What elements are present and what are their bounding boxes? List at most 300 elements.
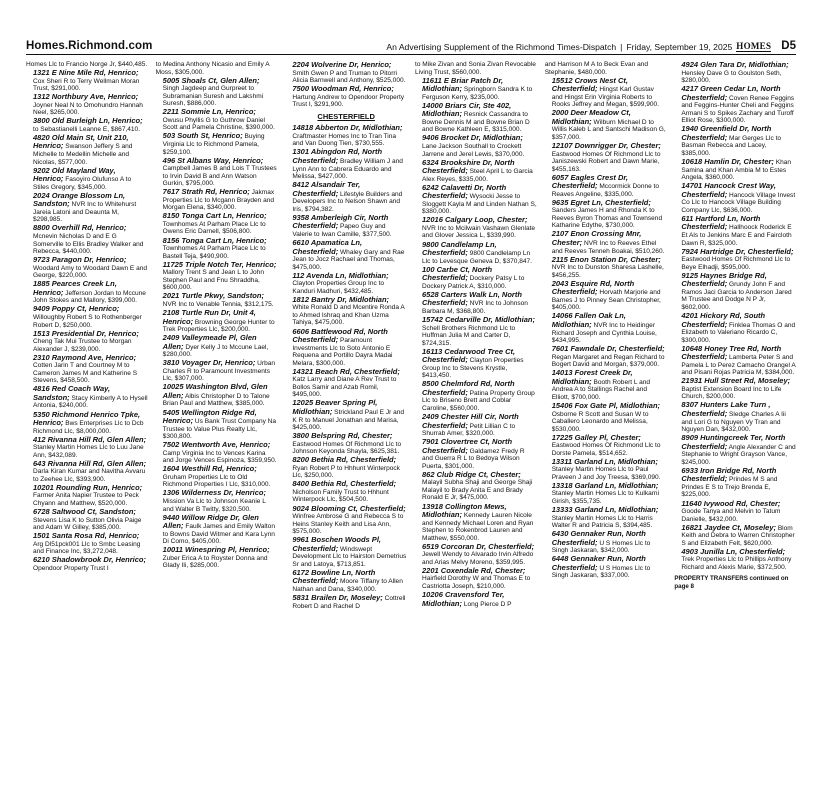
transfer-details: Osborne R Scott and Susan W to Caballero Leonardo and Melissa, $530,000. [551, 410, 649, 433]
property-address: 2108 Turtle Run Dr, Unit 4, Henrico; [162, 307, 256, 326]
transfer-entry [26, 532, 148, 556]
property-address: 10201 Rounding Run, Henrico; [33, 482, 143, 492]
column-3 [285, 61, 407, 781]
transfer-entry [156, 188, 278, 212]
transfer-details: Whaley Gary and Rae Jean to Jocz Rachael and Thomas, $475,000. [292, 248, 405, 271]
property-address: 14066 Fallen Oak Ln, Midlothian; [551, 311, 626, 329]
transfer-details: Blom Keith and Debra to Warren Christopher S and Elizabeth Felt, $620,000. [681, 524, 795, 547]
transfer-entry [415, 77, 537, 102]
transfer-details: Schell Brothers Richmond Llc to Huffman Julia M and Carter D, $724,315. [422, 324, 516, 347]
transfer-details: NVR Inc to Reeves Ethel and Reeves Tenneh Boakai, $510,260. [551, 240, 665, 255]
property-address: 2409 Valleymeade Pl, Glen Allen; [162, 333, 257, 351]
property-address: 3800 Belspring Rd, Chester; [292, 431, 393, 441]
transfer-entry [26, 508, 148, 532]
transfer-entry [26, 167, 148, 192]
property-address: 13311 Garland Ln, Midlothian; [551, 456, 658, 466]
transfer-entry [545, 280, 667, 312]
property-address: 7502 Wentworth Ave, Henrico; [162, 440, 271, 450]
property-address: 12016 Calgary Loop, Chester; [422, 215, 528, 225]
transfer-entry [156, 383, 278, 408]
property-address: 3800 Old Burleigh Ln, Henrico; [33, 116, 143, 126]
property-address: 6057 Eagles Crest Dr, Chesterfield; [551, 172, 628, 191]
transfer-details: Homes Llc to Francio Norge Jr, $440,485. [26, 61, 148, 68]
property-address: 4816 Red Coach Way, Sandston; [33, 384, 111, 402]
transfer-details: Zuber Erica A to Royster Donna and Glady Ili, $285,000. [162, 554, 268, 570]
transfer-details: Cox Sheri R to Terry Wellman Moran Trust, $291,000. [33, 77, 140, 93]
transfer-details: Coven Renee Feggins and Feggins-Hunter Cheli and Feggins Armani S to Spikes Zachary and Turoff Elliot Rose, $300,000. [681, 94, 795, 125]
transfer-details: Trek Properties Llc to Phillips Anthony Richard and Alexis Marie, $372,500. [681, 556, 792, 571]
transfer-details: Swanson Jeffery S and Michelle to Medellin Michelle and Nicolas, $577,000. [33, 143, 133, 166]
property-address: 2211 Sommie Ln, Henrico; [162, 107, 256, 117]
property-address: 9202 Old Mayland Way, Henrico; [33, 165, 116, 184]
transfer-entry [285, 505, 407, 536]
transfer-details: Wilburn Michael D to Willis Kaleb L and Santschi Madison G, $357,000. [551, 118, 666, 141]
transfer-details: Eastwood Homes Of Richmond Llc to Johnson Keyonda Shayla, $625,381. [292, 440, 402, 456]
transfer-entry [285, 480, 407, 504]
property-address: 14321 Beach Rd, Chesterfield; [292, 366, 400, 376]
property-address: 2024 Orange Blossom Ln, Sandston; [33, 190, 126, 209]
property-address: 10206 Cravensford Ter, Midlothian; [422, 590, 505, 608]
property-address: 5005 Shoals Ct, Glen Allen; [162, 75, 260, 85]
property-address: 9440 Willow Ridge Dr, Glen Allen; [162, 512, 259, 531]
transfer-entry [285, 148, 407, 180]
transfer-details: Faulk James and Emily Walton to Bowns David Witmer and Kara Lynn Di Como, $405,000. [162, 523, 275, 546]
transfer-entry [545, 199, 667, 230]
transfer-details: NVR Inc to Whitehurst Jareia Latoni and Deaunta M, $298,985. [33, 201, 137, 224]
transfer-details: Stanley Martin Homes Llc to Paul Praveen J and Joy Treesa, $369,090. [551, 466, 661, 481]
transfer-entry [156, 334, 278, 359]
transfer-details: Mccormick Donne to Reaves Angeline, $335,000. [551, 183, 660, 198]
property-address: 2310 Raymond Ave, Henrico; [33, 352, 137, 362]
transfer-details: Albis Christopher D to Talone Brian Paul and Matthew, $385,000. [162, 392, 270, 408]
property-address: 4820 Old Main St, Unit 210, Henrico; [33, 132, 129, 151]
transfer-entry [285, 328, 407, 368]
transfer-details: Bradley William J and Lynn Ann to Cabrera Eduardo and Melissa, $427,000. [292, 158, 403, 181]
column-2 [156, 61, 278, 781]
transfer-details: Papeo Guy and Valerie to Iwan Camille, $377,500. [292, 223, 392, 238]
transfer-details: NVR Inc to Heidinger Richard Joseph and Cynthia Louise, $434,995. [551, 322, 657, 345]
property-address: 862 Club Ridge Ct, Chester; [422, 469, 521, 479]
transfer-entry [26, 385, 148, 410]
property-address: 2043 Esquire Rd, North Chesterfield; [551, 278, 635, 297]
transfer-entry [415, 316, 537, 347]
transfer-details: Mar Gerges Llc to Basman Rebecca and Lacey, $385,000. [681, 134, 782, 158]
transfer-details: Cotten Jarin T and Courtney M to Cameron James M and Katherine S Stevens, $458,500. [33, 362, 138, 385]
transfer-entry [415, 291, 537, 316]
transfer-entry [545, 369, 667, 401]
transfer-entry [545, 312, 667, 344]
transfer-entry [545, 77, 667, 109]
transfer-details: Dyer Kelly J to Mccune Lael, $280,000. [162, 343, 269, 359]
transfer-details: Hancock Village Invest Co Llc to Hancock Village Building Company Llc, $636,000. [681, 191, 796, 214]
property-address: 7617 Strath Rd, Henrico; [162, 187, 250, 197]
transfer-entry [285, 214, 407, 239]
transfer-entry [285, 181, 407, 213]
transfer-entry [26, 436, 148, 460]
transfer-entry [674, 467, 796, 499]
transfer-details: Booth Robert L and Andrea A to Stallings Rachel and Elliott, $700,000. [551, 378, 651, 401]
property-address: 1312 Northbury Ave, Henrico; [33, 92, 139, 102]
property-address: 13333 Garland Ln, Midlothian; [551, 505, 659, 515]
transfer-entry [545, 458, 667, 482]
listing-columns [26, 61, 796, 781]
transfer-details: Sanders James H and Rhonda K to Reeves Byron Thomas and Townsend Katharine Edythe, $730,000. [551, 207, 663, 230]
region-heading: CHESTERFIELD [317, 111, 375, 121]
transfer-entry [415, 241, 537, 266]
transfer-details: Gruham Properties Llc to Old Richmond Properties I Llc, $310,000. [162, 473, 271, 489]
transfer-entry [156, 465, 278, 489]
transfer-entry [156, 309, 278, 334]
transfer-details: Kennedy Lauren Nicole and Kennedy Michael Loren and Ryan Stephen to Rokenbrod Lauren and Matthew, $550,000. [422, 512, 534, 542]
transfer-entry [545, 530, 667, 555]
property-address: 2409 Chester Hill Cir, North Chesterfield; [422, 412, 519, 430]
transfer-details: Winfree Ambrose G and Rebecca S to Heins Stanley Keith and Lisa Ann, $575,000. [292, 513, 404, 536]
transfer-details: Opendoor Property Trust I [33, 564, 109, 572]
property-address: 10618 Hamlin Dr, Chester; [681, 157, 774, 167]
transfer-details: to Mike Zivan and Sonia Zivan Revocable Living Trust, $560,000. [415, 61, 536, 76]
property-address: 12025 Beaver Spring Pl, Midlothian; [292, 398, 378, 416]
property-address: 8800 Overhill Rd, Henrico; [33, 223, 127, 233]
transfer-details: Bws Enterprises Llc to Dcb Richmond Llc, $8,000,000. [33, 420, 144, 435]
transfer-entry [674, 401, 796, 433]
transfer-details: Campbell James B and Lois T Trustees to Irvin David B and Ann Watson Gurkin, $795,000. [162, 165, 277, 188]
transfer-details: Ryan Robert P to Hhhunt Winterpock Llc, $250,000. [292, 464, 400, 480]
transfer-entry [674, 312, 796, 344]
supplement-line [386, 40, 796, 52]
property-address: 8156 Tonga Cart Ln, Henrico; [162, 235, 267, 245]
transfer-details: Urban Charles R to Paramount Investments Llc, $307,000. [162, 360, 276, 383]
property-address: 15406 Fox Gate Pl, Midlothian; [551, 400, 661, 410]
transfer-details: to Medina Anthony Nicasio and Emily A Moss, $305,000. [155, 61, 270, 76]
transfer-details: NVR Inc to Dunston Sharesa Lashelle, $456,255. [551, 264, 664, 279]
transfer-entry [674, 158, 796, 182]
transfer-entry [26, 134, 148, 166]
property-address: 9358 Amberleigh Cir, North Chesterfield; [292, 212, 389, 231]
transfer-entry [156, 359, 278, 383]
property-address: 12107 Downrigger Dr, Chester; [551, 140, 661, 150]
transfer-entry [285, 272, 407, 296]
transfer-details: Windswept Development Llc to Hairston Demetrius Sr and Latoya, $713,851. [292, 545, 407, 568]
transfer-entry [545, 506, 667, 530]
property-address: 11640 Ivywood Rd, Chester; [681, 498, 781, 508]
transfer-details: Finklea Thomas O and Elizabeth to Valeriano Ricardo C, $300,000. [681, 321, 796, 344]
transfer-entry [674, 85, 796, 125]
property-address: 11611 E Briar Patch Dr, Midlothian; [422, 75, 504, 94]
transfer-details: Lifestyle Builders and Developers Inc to Nelson Shawn and Iris, $794,382. [292, 190, 403, 213]
transfer-entry [545, 482, 667, 506]
transfer-entry [26, 460, 148, 484]
transfer-entry [156, 514, 278, 546]
property-address: 496 St Albans Way, Henrico; [162, 155, 264, 165]
transfer-details: Eastwood Homes Of Richmond Llc to Dorste Pamela, $514,652. [551, 442, 661, 457]
property-address: 6610 Apamatica Ln, Chesterfield; [292, 237, 363, 256]
transfer-entry [545, 256, 667, 280]
transfer-details: Strickland Paul E Jr and K R to Manuel Jonathan and Marisa, $425,000. [292, 408, 405, 432]
transfer-entry [285, 594, 407, 610]
transfer-entry [156, 237, 278, 261]
property-address: 14013 Forest Creek Dr, Midlothian; [551, 368, 633, 386]
transfer-entry [674, 61, 796, 85]
transfer-details: Lamberta Peter S and Pamela L to Perez Camacho Orangel A and Pisani Rojas Patricia M, $384,000. [681, 354, 796, 377]
transfer-details: Camp Virginia Inc to Vences Karina and Jorge Vences Espinoza, $359,950. [162, 449, 277, 465]
property-address: 2021 Turtle Pkwy, Sandston; [162, 291, 264, 301]
property-address: 412 Rivanna Hill Rd, Glen Allen; [33, 434, 147, 444]
property-address: 1604 Westhill Rd, Henrico; [162, 464, 257, 474]
transfer-entry [545, 142, 667, 173]
transfer-details: Hingst Karl Gustav and Hingst Erin Virginia Roberts to Rooks Jeffrey and Megan, $599,900. [551, 86, 659, 109]
transfer-entry [674, 434, 796, 466]
separator: | [620, 42, 623, 52]
property-address: 6519 Corcoran Dr, Chesterfield; [422, 541, 535, 551]
transfer-details: Stanley Martin Homes Llc to Luu Jane Ann, $432,089. [33, 444, 144, 459]
transfer-entry [545, 434, 667, 458]
transfer-entry [415, 413, 537, 438]
transfer-entry [415, 438, 537, 470]
property-address: 7601 Fawndale Dr, Chesterfield; [551, 344, 665, 354]
property-address: 6324 Brookshire Dr, North Chesterfield; [422, 157, 515, 176]
transfer-entry [26, 484, 148, 508]
transfer-entry [545, 402, 667, 433]
property-address: 8200 Bethia Rd, Chesterfield; [292, 455, 397, 465]
transfer-details: Joyner Neal N to Omohundro Hannah Neel, $265,000. [33, 101, 143, 117]
transfer-entry [674, 215, 796, 247]
transfer-details: Hensley Dave G to Goulston Seth, $280,000. [681, 69, 782, 85]
transfer-details: NVR Inc to Venable Tennia, $312,175. [162, 300, 274, 308]
transfer-entry [674, 248, 796, 272]
property-address: 14000 Briars Cir, Ste 402, Midlothian; [422, 100, 512, 119]
property-address: 9409 Poppy Ct, Henrico; [33, 304, 120, 314]
transfer-entry [26, 93, 148, 117]
transfer-entry [26, 330, 148, 354]
property-address: 9635 Egret Ln, Chesterfield; [551, 197, 651, 207]
property-address: 16113 Cedarwood Tree Ct, Chesterfield; [422, 346, 516, 365]
transfer-entry [26, 117, 148, 133]
transfer-details: Willoughby Robert S to Rothenberger Robert D, $250,000. [33, 313, 142, 329]
transfer-details: Craftmaster Homes Inc to Tran Tina and Van Duong Tien, $730,555. [292, 132, 397, 148]
transfer-details: Jewell Wendy to Alvarado Irvin Alfredo and Arias Melvy Moreno, $359,995. [422, 551, 534, 566]
transfer-details: Petit Lillian C to Shurrab Amer, $320,000. [422, 422, 516, 438]
transfer-details: Paramount Investments Llc to Soto Antonio E Requena and Portillo Dayra Madai Melara, $300,000. [292, 337, 393, 367]
transfer-details: Hairfield Dorothy W and Thomas E to Castriotta Joseph, $210,000. [422, 575, 531, 590]
transfer-entry [156, 61, 278, 76]
transfer-details: U S Homes Llc to Singh Jaskaran, $342,000. [551, 539, 651, 555]
transfer-entry [415, 102, 537, 134]
transfer-entry [674, 182, 796, 214]
property-address: 16821 Jaydee Ct, Moseley; [681, 522, 776, 532]
transfer-entry [415, 543, 537, 567]
transfer-details: and Harrison M A to Beck Evan and Stephanie, $480,000. [544, 61, 649, 76]
property-address: 14818 Abberton Dr, Midlothian; [292, 123, 403, 133]
property-address: 9406 Brocket Dr, Midlothian; [422, 133, 523, 143]
property-address: 9125 Haynes Bridge Rd, Chesterfield; [681, 270, 767, 289]
transfer-entry [415, 61, 537, 76]
property-address: 11725 Triple Notch Ter, Henrico; [162, 259, 277, 269]
transfer-entry [156, 441, 278, 465]
property-address: 643 Rivanna Hill Rd, Glen Allen; [33, 458, 147, 468]
property-address: 7924 Hartridge Dr, Chesterfield; [681, 246, 794, 256]
property-address: 2115 Enon Station Dr, Chester; [551, 254, 661, 264]
transfer-details: Townhomes At Parham Place Llc to Owens Eric Darnell, $506,800. [162, 220, 266, 236]
transfer-details: Sledge Charles A Iii and Lori G to Nguyen Vy Tran and Nguyen Dan, $432,000. [681, 411, 786, 434]
transfer-details: Mission Va Llc to Johnson Keanie L and Walter B Twitty, $320,500. [162, 498, 266, 513]
property-address: 1501 Santa Rosa Rd, Henrico; [33, 531, 140, 541]
property-address: 6606 Battlewood Rd, North Chesterfield; [292, 326, 388, 345]
transfer-details: Steel April L to Garcia Alex Reyes, $335,000. [422, 168, 533, 183]
property-address: 8307 Hunters Lake Turn , Chesterfield; [681, 400, 771, 419]
property-address: 5831 Brailen Dr, Moseley; [292, 593, 383, 603]
transfer-details: Browning George Hunter to Trek Properties Llc, $200,000. [162, 318, 275, 334]
transfer-details: Jakmax Properties Llc to Mcgann Brayden and Morgan Elena, $340,000. [162, 189, 275, 212]
transfer-entry [285, 569, 407, 594]
transfer-entry [545, 555, 667, 580]
property-address: 6528 Carters Walk Ln, North Chesterfield; [422, 289, 522, 308]
transfer-entry [285, 399, 407, 431]
transfer-details: Moore Tiffany to Allen Nathan and Dana, $340,000. [292, 578, 403, 593]
transfer-details: Baptist Extension Board Inc to Life Church, $200,000. [681, 385, 782, 401]
transfer-details: NVR Inc to Mcilwain Vashawn Glenlate and Glover Jessica L, $339,990. [422, 224, 536, 240]
transfer-details: Mcnevin Nicholas D and E G Somerville to Ellis Bradley Walker and Rebecca, $440,000. [33, 232, 144, 256]
transfer-details: Smith Gwen P and Truman to Pitorri Alicia Barnwell and Anthony, $525,000. [292, 69, 406, 85]
property-address: 7901 Clovertree Ct, North Chesterfield; [422, 437, 513, 455]
transfer-entry [285, 124, 407, 148]
transfer-details: Singh Jagdeep and Gurpreet to Subramanian Suresh and Lakshmi Suresh, $886,000. [162, 85, 264, 108]
transfer-entry [26, 256, 148, 280]
property-address: 5350 Richmond Henrico Tpke, Henrico; [33, 409, 141, 428]
property-address: 9800 Candlelamp Ln, Chesterfield; [422, 239, 497, 258]
transfer-details: Stanley Martin Homes Llc to Kulkarni Girish, $355,735. [551, 490, 660, 506]
property-address: 10648 Honey Tree Rd, North Chesterfield; [681, 343, 782, 362]
property-address: 8150 Tonga Cart Ln, Henrico; [162, 211, 267, 221]
property-address: 1885 Pearces Creek Ln, Henrico; [33, 279, 117, 297]
transfer-details: Angle Alexander C and Stephanie to Wright Grayson Vance, $245,000. [681, 443, 796, 466]
transfer-entry [285, 61, 407, 85]
transfer-details: Cottrell Robert D and Rachel D [292, 595, 406, 610]
transfer-entry [156, 157, 278, 188]
transfer-entry [26, 224, 148, 255]
property-address: 8412 Alsandair Ter, Chesterfield; [292, 180, 361, 198]
transfer-entry [156, 212, 278, 236]
property-address: 6210 Shadowbrook Dr, Henrico; [33, 555, 146, 565]
property-address: 1306 Wilderness Dr, Henrico; [162, 488, 266, 498]
property-address: 5405 Wellington Ridge Rd, Henrico; [162, 407, 257, 426]
property-address: 6933 Iron Bridge Rd, North Chesterfield; [681, 465, 777, 484]
property-address: 1513 Presidential Dr, Henrico; [33, 328, 139, 338]
column-1 [26, 61, 148, 781]
transfer-entry [26, 354, 148, 385]
transfer-details: Resnick Cassandra to Bowne Dennis M and Bowne Brian D and Bowne Kathleen E, $315,000. [422, 111, 530, 134]
transfer-entry [156, 261, 278, 292]
transfer-details: Lane Jackson Southall to Crockett Jarrene and Jerel Lewis, $370,000. [422, 142, 525, 158]
transfer-details: 9800 Candlelamp Ln Llc to Levesque Geneva D, $370,847. [422, 250, 532, 265]
transfer-entry [674, 524, 796, 548]
property-address: 503 South St, Henrico; [162, 131, 243, 141]
transfer-entry [156, 292, 278, 308]
transfer-entry [545, 61, 667, 76]
transfer-entry [26, 69, 148, 93]
property-address: 9723 Paragon Dr, Henrico; [33, 255, 127, 265]
transfer-entry [26, 411, 148, 436]
transfer-entry [415, 159, 537, 184]
property-address: 1940 Greenfield Dr, North Chesterfield; [681, 124, 772, 142]
property-address: 8400 Bethia Rd, Chesterfield; [292, 479, 397, 489]
transfer-details: Owusu Phyllis G to Guthrow Daniel Scott and Pamela Christine, $390,000. [162, 116, 275, 132]
transfer-entry [415, 216, 537, 240]
property-address: 8500 Chelmford Rd, North Chesterfield; [422, 379, 515, 397]
transfer-entry [545, 174, 667, 199]
transfer-entry [674, 500, 796, 524]
property-address: 100 Carbe Ct, North Chesterfield; [422, 264, 493, 283]
transfer-details: Darla Kiran Kumar and Navitha Avvaru to Zeehee Llc, $393,900. [33, 468, 146, 483]
transfer-details: Malayil Subha Shaji and George Shaji Malayil to Brady Anita E and Brady Ronald E Jr, $475,000. [422, 479, 533, 502]
transfer-entry [415, 380, 537, 412]
transfer-details: Nicholson Family Trust to Hhhunt Winterpock Llc, $504,500. [292, 488, 389, 504]
property-address: 21931 Hull Street Rd, Moseley; [681, 376, 791, 386]
page-number: D5 [781, 40, 796, 52]
column-4 [415, 61, 537, 781]
transfer-details: Stevens Lisa K to Sutton Olivia Paige and Adam W Gilley, $385,000. [33, 516, 142, 532]
transfer-details: Stacy Kimberly A to Hysell Antonia, $240,000. [33, 394, 148, 410]
transfer-details: Woodard Amy to Woodard Dawn E and George, $220,000. [33, 264, 148, 280]
site-name[interactable]: Homes.Richmond.com [26, 40, 153, 52]
transfer-details: Galdamez Fredy R and Guerra R L to Bedoya Wilson Puerta, $301,000. [422, 447, 525, 470]
property-address: 6242 Calavetti Dr, North Chesterfield; [422, 182, 507, 201]
transfer-details: Wysocki Jesse to Sloggett Kayla M and Linden Nathan S, $380,000. [422, 193, 537, 216]
property-address: 3810 Voyager Dr, Henrico; [162, 358, 256, 368]
transfer-entry [285, 432, 407, 456]
continued-note: PROPERTY TRANSFERS continued on page 8 [674, 575, 789, 590]
property-address: 9961 Boschen Woods Pl, Chesterfield; [292, 535, 381, 553]
transfer-entry [285, 239, 407, 271]
transfer-entry [674, 125, 796, 157]
transfer-entry [156, 409, 278, 441]
transfer-details: Hallhoock Roderick E Et Als to Jenkins Marc E and Faircloth Dawn R, $325,000. [681, 224, 792, 247]
column-6 [674, 61, 796, 781]
transfer-details: NVR Inc to Johnson Barbara M, $368,800. [422, 300, 528, 315]
transfer-details: Prindes M S and Prindes E S to Trejo Brenda E, $225,000. [681, 476, 778, 499]
transfer-details: Clayton Properties Group Inc to Kanduri Madhuri, $432,485. [292, 280, 385, 295]
transfer-details: Us Bank Trust Company Na Trustee to Value Plus Realty Llc, $300,800. [162, 418, 277, 441]
transfer-details: Dockery Patsy L to Dockery Patrick A, $310,000. [422, 275, 525, 290]
transfer-details: Eastwood Homes Of Richmond Llc to Janiszewski Robert and Dawn Marie, $455,163. [551, 150, 661, 173]
transfer-entry [26, 192, 148, 224]
transfer-entry [415, 567, 537, 591]
transfer-details: Goode Tanya and Melvin to Tatum Danielle, $432,000. [681, 508, 781, 523]
property-address: 10011 Winespring Pl, Henrico; [162, 545, 270, 555]
transfer-entry [545, 109, 667, 141]
transfer-details: Townhomes At Parham Place Llc to Bastell Teja, $490,900. [162, 245, 266, 260]
transfer-entry [156, 489, 278, 513]
transfer-details: Farmer Anita Napier Trustee to Peck Chyann and Matthew, $520,000. [33, 492, 139, 508]
transfer-details: Cheng Tak Mui Trustee to Morgan Alexander J, $239,000. [33, 338, 132, 353]
property-address: 17225 Galley Pl, Chester; [551, 432, 641, 442]
transfer-details: Long Pierce D P [462, 600, 512, 608]
property-address: 112 Avenda Ln, Midlothian; [292, 270, 389, 280]
transfer-entry [26, 305, 148, 329]
property-address: 6728 Saltwood Ct, Sandston; [33, 507, 136, 517]
property-address: 8909 Huntingcreek Ter, North Chesterfield; [681, 433, 786, 451]
property-address: 7500 Woodman Rd, Henrico; [292, 84, 394, 94]
transfer-details: White Ronald D and Mcentire Ronda A to Ahmed Ishraq and Khan Uzma Tahiya, $475,000. [292, 304, 405, 327]
property-address: 1321 E Nine Mile Rd, Henrico; [33, 68, 139, 78]
transfer-entry [415, 348, 537, 380]
transfer-entry [26, 556, 148, 572]
transfer-entry [674, 345, 796, 377]
issue-date: Friday, September 19, 2025 [626, 42, 733, 52]
transfer-entry [156, 546, 278, 570]
transfer-entry [156, 108, 278, 132]
transfer-details: to Sebastianelli Leanne E, $867,410. [33, 125, 141, 133]
transfer-details: Patina Property Group Llc to Briseno Brett and Coblar Caroline, $560,000. [422, 389, 535, 412]
